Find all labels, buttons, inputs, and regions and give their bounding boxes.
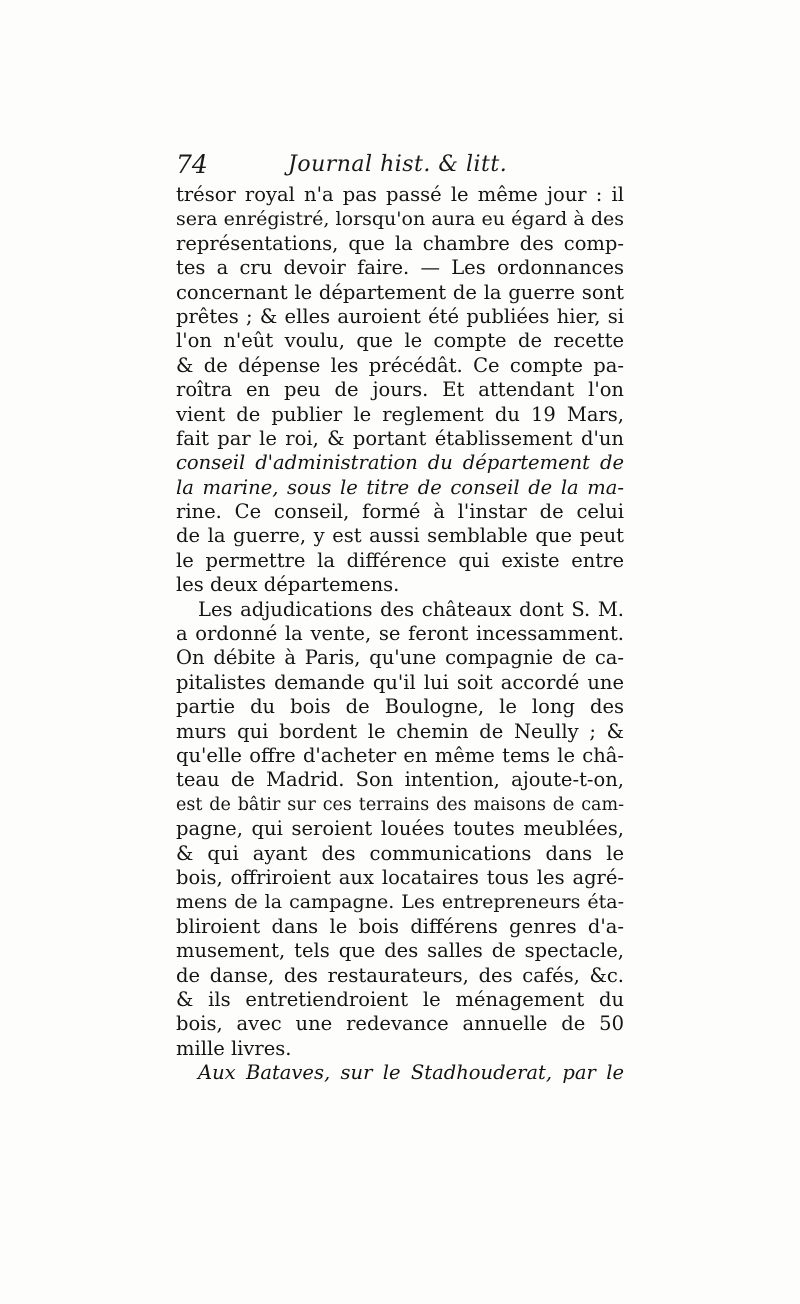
text-line: pitalistes demande qu'il lui soit accordé une: [176, 670, 624, 694]
text-line: pagne, qui seroient louées toutes meublées,: [176, 817, 624, 841]
text-line: mens de la campagne. Les entrepreneurs éta-: [176, 891, 624, 914]
text-line: & qui ayant des communications dans le: [176, 841, 624, 865]
text-line: sera enrégistré, lorsqu'on aura eu égard à des: [176, 208, 624, 231]
text-line: Les adjudications des châteaux dont S. M.: [198, 597, 624, 621]
page-number: 74: [176, 150, 208, 179]
text-line: la marine, sous le titre de conseil de la ma-: [176, 475, 624, 499]
text-line: fait par le roi, & portant établissement d'un: [176, 426, 624, 450]
text-line: bliroient dans le bois différens genres d'a-: [176, 914, 624, 938]
page-header: [176, 150, 636, 184]
text-line: partie du bois de Boulogne, le long des: [176, 695, 624, 719]
text-line: prêtes ; & elles auroient été publiées hier, si: [176, 304, 624, 328]
text-line: concernant le département de la guerre sont: [176, 280, 624, 304]
text-line: mille livres.: [176, 1036, 292, 1060]
body-text: [176, 183, 624, 1085]
text-line: a ordonné la vente, se feront incessamment.: [176, 622, 624, 646]
text-line: tes a cru devoir faire. — Les ordonnances: [176, 256, 624, 280]
text-line: de danse, des restaurateurs, des cafés, &c.: [176, 963, 624, 987]
text-line: l'on n'eût voulu, que le compte de recette: [176, 329, 624, 353]
text-line: représentations, que la chambre des comp-: [176, 231, 624, 255]
text-line: musement, tels que des salles de spectacle,: [176, 939, 624, 963]
text-line: de la guerre, y est aussi semblable que peut: [176, 524, 624, 548]
text-line: roîtra en peu de jours. Et attendant l'on: [176, 378, 624, 402]
text-line: bois, avec une redevance annuelle de 50: [176, 1012, 624, 1036]
text-line: trésor royal n'a pas passé le même jour : il: [176, 183, 624, 206]
text-line: & ils entretiendroient le ménagement du: [176, 987, 624, 1011]
text-line: qu'elle offre d'acheter en même tems le châ-: [176, 743, 624, 767]
text-line: & de dépense les précédât. Ce compte pa-: [176, 353, 624, 377]
text-line: Aux Bataves, sur le Stadhouderat, par le: [198, 1061, 624, 1085]
text-line: est de bâtir sur ces terrains des maisons de cam-: [176, 794, 624, 815]
running-title: Journal hist. & litt.: [288, 152, 508, 177]
text-line: bois, offriroient aux locataires tous les agré-: [176, 865, 624, 889]
text-line: On débite à Paris, qu'une compagnie de ca-: [176, 646, 624, 670]
text-line: murs qui bordent le chemin de Neully ; &: [176, 719, 624, 743]
text-line: vient de publier le reglement du 19 Mars,: [176, 402, 624, 426]
text-line: rine. Ce conseil, formé à l'instar de celui: [176, 500, 624, 524]
text-line: teau de Madrid. Son intention, ajoute-t-on,: [176, 768, 624, 792]
text-line: conseil d'administration du département de: [176, 451, 624, 475]
text-line: le permettre la différence qui existe entre: [176, 548, 624, 572]
text-line: les deux départemens.: [176, 573, 400, 597]
